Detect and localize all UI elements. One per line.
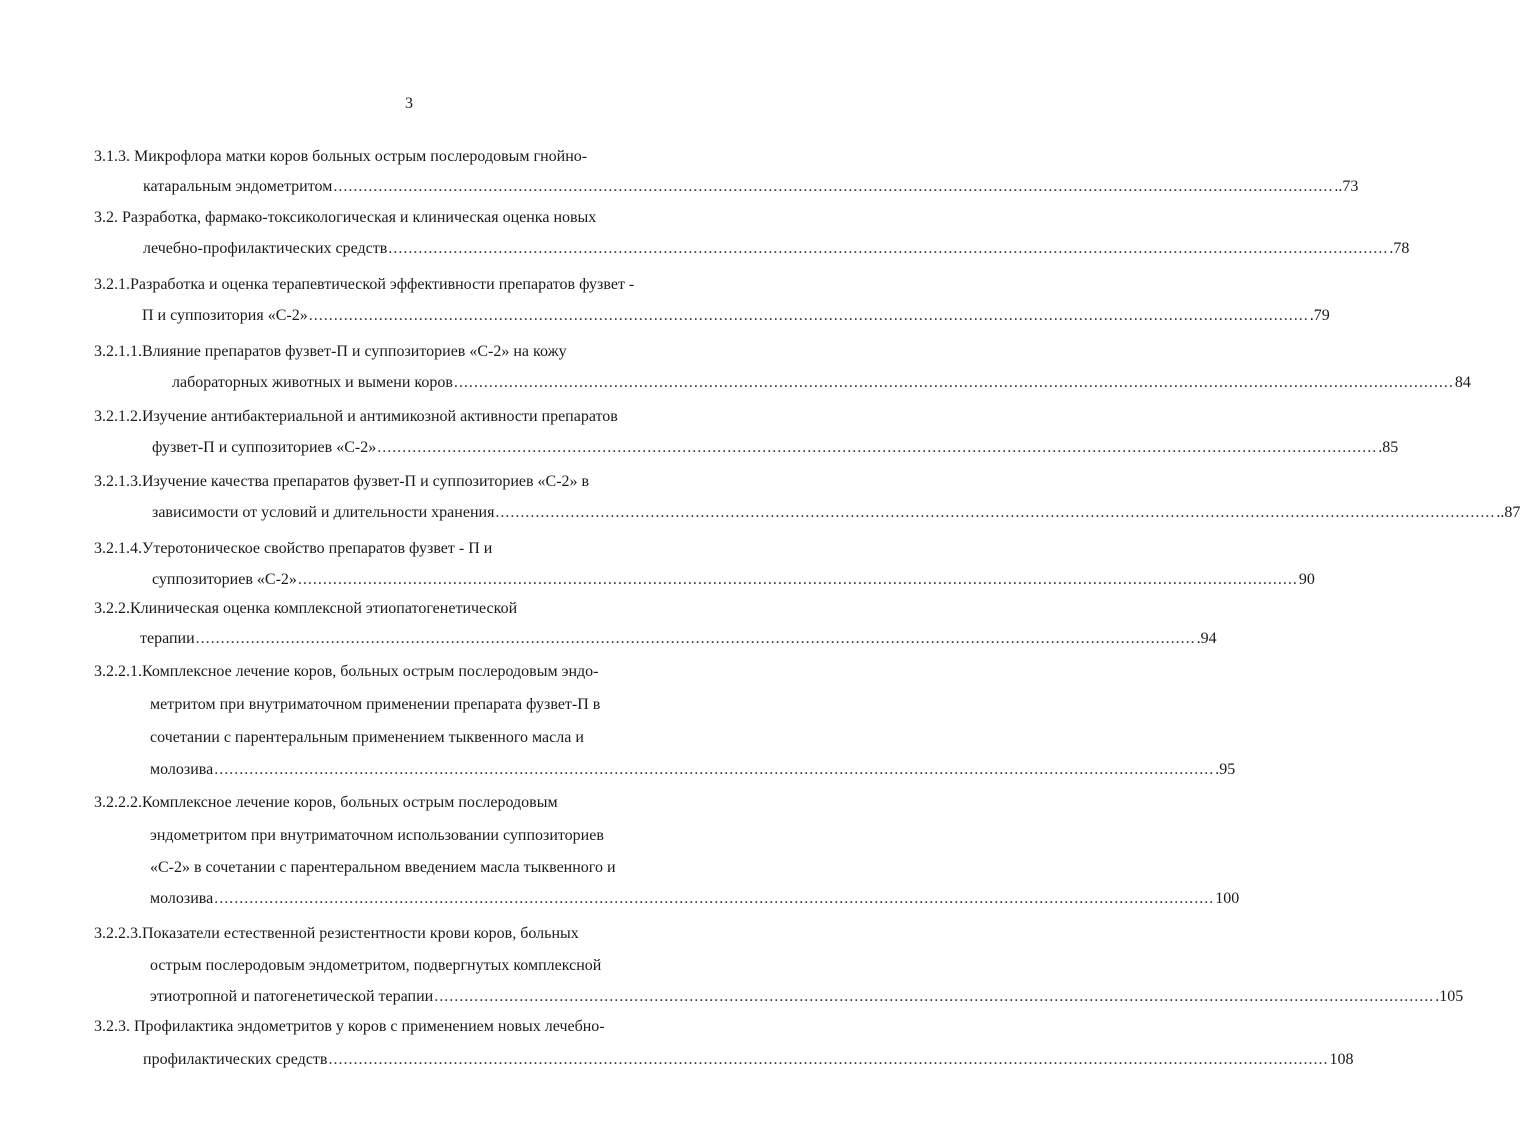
toc-entry-title: 3.2.2.3.Показатели естественной резистентности крови коров, больных — [94, 925, 579, 942]
toc-entry-title: 3.2.1.3.Изучение качества препаратов фузвет-П и суппозиториев «С-2» в — [94, 473, 590, 490]
toc-page-number: .85 — [1378, 439, 1399, 456]
toc-entry-title: молозива — [150, 890, 214, 907]
toc-entry-title: лабораторных животных и вымени коров — [172, 374, 453, 391]
toc-entry-title: 3.2.3. Профилактика эндометритов у коров с применением новых лечебно- — [94, 1018, 605, 1035]
toc-entry-title: профилактических средств — [143, 1051, 328, 1068]
toc-entry-title: 3.2.2.Клиническая оценка комплексной этиопатогенетической — [94, 600, 518, 617]
toc-entry-title: терапии — [140, 630, 195, 647]
toc-entry-title: 3.2.2.1.Комплексное лечение коров, больных острым послеродовым эндо- — [94, 663, 599, 680]
toc-entry-title: «С-2» в сочетании с парентеральном введением масла тыквенного и — [150, 859, 616, 876]
dot-leader: ........................................................................................................................................................................................................ — [297, 571, 1298, 588]
toc-entry-title: 3.2.1.2.Изучение антибактериальной и антимикозной активности препаратов — [94, 408, 618, 425]
toc-entry-title: лечебно-профилактических средств — [143, 240, 388, 257]
toc-page-number: ..73 — [1334, 178, 1359, 195]
toc-page-number: 90 — [1298, 571, 1315, 588]
dot-leader: ........................................................................................................................................................................................................ — [214, 761, 1215, 778]
dot-leader: ........................................................................................................................................................................................................ — [377, 439, 1378, 456]
toc-entry-title: 3.2.1.1.Влияние препаратов фузвет-П и суппозиториев «С-2» на кожу — [94, 343, 567, 360]
toc-entry-title: 3.1.3. Микрофлора матки коров больных острым послеродовым гнойно- — [94, 148, 588, 165]
toc-entry-title: катаральным эндометритом — [143, 178, 333, 195]
dot-leader: ........................................................................................................................................................................................................ — [388, 240, 1389, 257]
toc-entry-title: 3.2.1.4.Утеротоническое свойство препаратов фузвет - П и — [94, 540, 493, 557]
dot-leader: ........................................................................................................................................................................................................ — [453, 374, 1454, 391]
toc-entry-title: молозива — [150, 761, 214, 778]
dot-leader: ........................................................................................................................................................................................................ — [333, 178, 1334, 195]
toc-entry-title: П и суппозитория «С-2» — [142, 307, 308, 324]
toc-page-number: .105 — [1435, 988, 1464, 1005]
dot-leader: ........................................................................................................................................................................................................ — [308, 307, 1309, 324]
toc-page-number: 108 — [1329, 1051, 1354, 1068]
toc-entry-title: 3.2. Разработка, фармако-токсикологическая и клиническая оценка новых — [94, 209, 597, 226]
dot-leader: ........................................................................................................................................................................................................ — [214, 890, 1215, 907]
page-number: 3 — [405, 95, 413, 112]
toc-page-number: 84 — [1454, 374, 1471, 391]
dot-leader: ........................................................................................................................................................................................................ — [195, 630, 1196, 647]
toc-entry-title: 3.2.1.Разработка и оценка терапевтической эффективности препаратов фузвет - — [94, 276, 635, 293]
toc-entry-title: сочетании с парентеральным применением тыквенного масла и — [150, 729, 584, 746]
toc-entry-title: эндометритом при внутриматочном использовании суппозиториев — [150, 827, 604, 844]
toc-entry-title: суппозиториев «С-2» — [152, 571, 297, 588]
toc-page-number: .94 — [1196, 630, 1217, 647]
dot-leader: ........................................................................................................................................................................................................ — [434, 988, 1435, 1005]
toc-entry-title: этиотропной и патогенетической терапии — [150, 988, 434, 1005]
toc-page-number: .79 — [1309, 307, 1330, 324]
toc-page-number: .95 — [1215, 761, 1236, 778]
dot-leader: ........................................................................................................................................................................................................ — [328, 1051, 1329, 1068]
toc-page-number: ..87 — [1496, 504, 1520, 521]
toc-page-number: 100 — [1215, 890, 1240, 907]
toc-entry-title: зависимости от условий и длительности хранения — [152, 504, 495, 521]
toc-page-number: .78 — [1389, 240, 1410, 257]
toc-entry-title: острым послеродовым эндометритом, подвергнутых комплексной — [150, 957, 602, 974]
dot-leader: ........................................................................................................................................................................................................ — [495, 504, 1496, 521]
toc-entry-title: 3.2.2.2.Комплексное лечение коров, больных острым послеродовым — [94, 794, 558, 811]
toc-entry-title: метритом при внутриматочном применении препарата фузвет-П в — [150, 696, 601, 713]
toc-entry-title: фузвет-П и суппозиториев «С-2» — [152, 439, 377, 456]
